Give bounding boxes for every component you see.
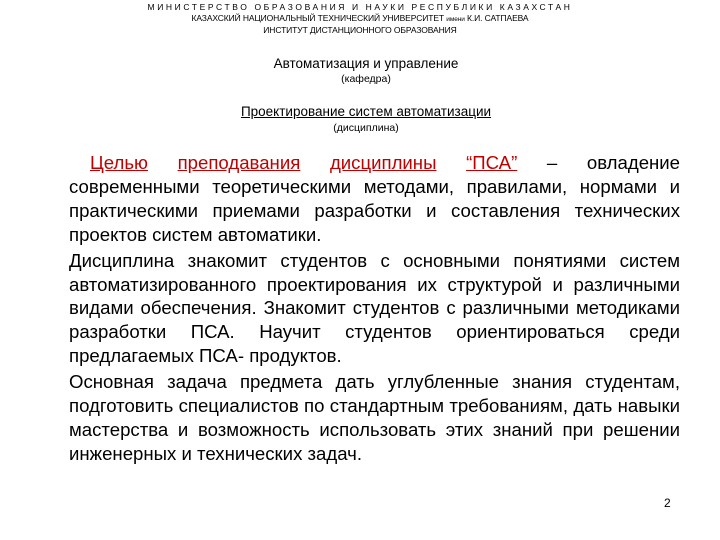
discipline-name: Проектирование систем автоматизации [240, 104, 492, 119]
university-name: КАЗАХСКИЙ НАЦИОНАЛЬНЫЙ ТЕХНИЧЕСКИЙ УНИВЕРСИТЕТ [191, 13, 445, 23]
university-person: К.И. САТПАЕВА [467, 13, 529, 23]
paragraph-discipline: Дисциплина знакомит студентов с основными понятиями систем автоматизированного проектирования их структурой и различными видами обеспечения. Знакомит студентов с различными методиками разработки ПСА. Научит студентов ориентироваться среди предлагаемых ПСА- продуктов. [69, 249, 680, 367]
department-label: (кафедра) [341, 73, 391, 85]
paragraph-goal [69, 151, 680, 247]
paragraph-main-task: Основная задача предмета дать углубленные знания студентам, подготовить специалистов по стандартным требованиям, дать навыки мастерства и возможность использовать этих знаний при решении инженерных и технических задач. [69, 371, 680, 464]
university-named-after: имени [446, 16, 465, 23]
institute-title: ИНСТИТУТ ДИСТАНЦИОННОГО ОБРАЗОВАНИЯ [263, 25, 457, 35]
goal-word-2: преподавания [177, 152, 301, 173]
page-number: 2 [664, 496, 671, 510]
goal-word-4: “ПСА” [466, 152, 518, 173]
university-title [0, 13, 720, 25]
ministry-title: МИНИСТЕРСТВО ОБРАЗОВАНИЯ И НАУКИ РЕСПУБЛИКИ КАЗАХСТАН [147, 2, 573, 12]
department-name: Автоматизация и управление [273, 56, 459, 71]
discipline-label: (дисциплина) [333, 122, 399, 134]
goal-word-3: дисциплины [329, 152, 437, 173]
goal-word-1: Целью [90, 152, 148, 173]
body-text [69, 151, 680, 466]
goal-rest: – овладение современными теоретическими методами, правилами, нормами и практическими приемами разработки и составления технических проектов систем автоматики. [69, 152, 681, 245]
header [0, 2, 720, 36]
